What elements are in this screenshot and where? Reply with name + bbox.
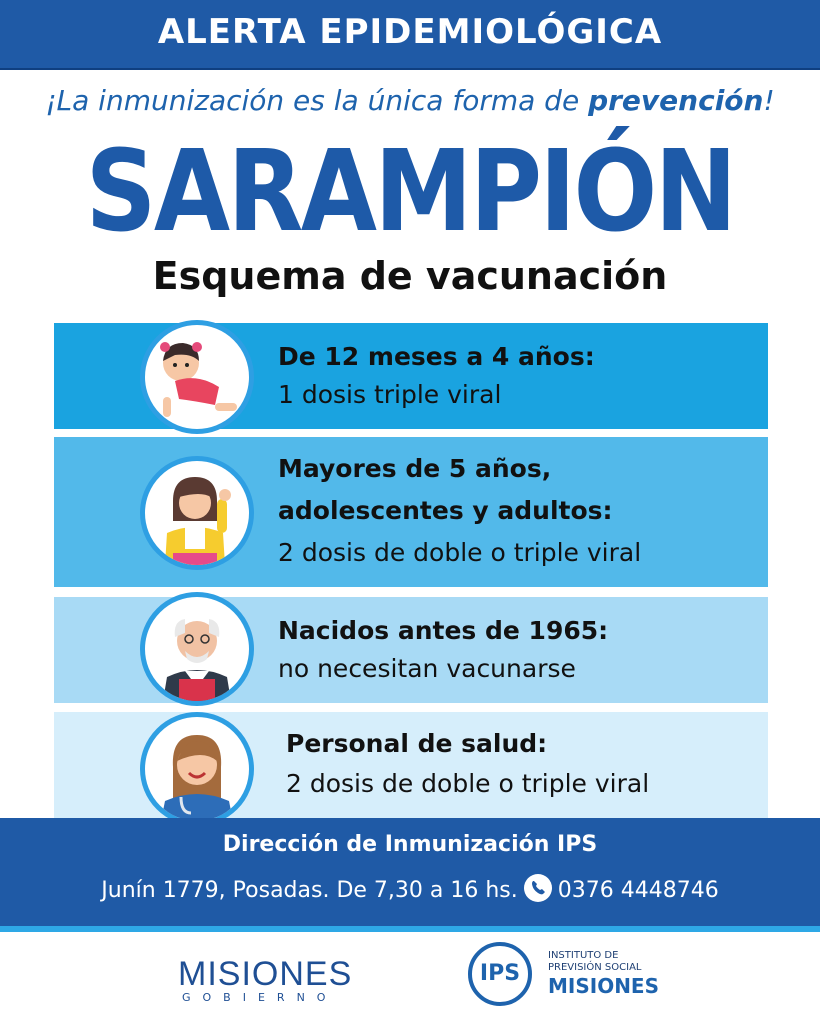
misiones-logo-sub: GOBIERNO bbox=[182, 991, 338, 1004]
header-title: ALERTA EPIDEMIOLÓGICA bbox=[157, 12, 663, 52]
footer-phone: 0376 4448746 bbox=[557, 878, 719, 903]
row-head: De 12 meses a 4 años: bbox=[278, 342, 595, 371]
misiones-logo-name: MISIONES bbox=[178, 955, 353, 993]
ips-logo-line1: INSTITUTO DE bbox=[548, 950, 619, 961]
ips-logo-line3: MISIONES bbox=[548, 974, 659, 998]
child-icon bbox=[140, 456, 254, 570]
row-head: Nacidos antes de 1965: bbox=[278, 616, 609, 645]
ips-logo bbox=[468, 940, 668, 1010]
row-body: 2 dosis de doble o triple viral bbox=[286, 769, 650, 798]
ips-logo-mark bbox=[468, 942, 532, 1006]
main-subtitle: Esquema de vacunación bbox=[152, 254, 668, 298]
row-body: no necesitan vacunarse bbox=[278, 654, 576, 683]
row-head-line1: Mayores de 5 años, bbox=[278, 454, 552, 483]
elderly-icon bbox=[140, 592, 254, 706]
tagline-end: ! bbox=[763, 84, 775, 117]
row-head-line2: adolescentes y adultos: bbox=[278, 496, 613, 525]
ips-logo-line2: PREVISIÓN SOCIAL bbox=[548, 962, 642, 973]
header-bar bbox=[0, 0, 820, 70]
main-title: SARAMPIÓN bbox=[85, 127, 735, 257]
health-worker-icon bbox=[140, 712, 254, 826]
footer-address: Junín 1779, Posadas. De 7,30 a 16 hs. bbox=[101, 878, 518, 903]
tagline-emphasis: prevención bbox=[588, 84, 764, 117]
ips-logo-mark-text: IPS bbox=[479, 961, 521, 986]
footer-stripe bbox=[0, 926, 820, 932]
baby-icon bbox=[140, 320, 254, 434]
ips-logo-text bbox=[548, 950, 641, 974]
phone-icon bbox=[524, 874, 552, 902]
tagline bbox=[0, 84, 820, 117]
row-body: 2 dosis de doble o triple viral bbox=[278, 538, 642, 567]
footer-contact bbox=[0, 874, 820, 903]
misiones-logo bbox=[178, 955, 378, 1005]
footer-title: Dirección de Inmunización IPS bbox=[222, 832, 598, 857]
row-head: Personal de salud: bbox=[286, 729, 548, 758]
footer-bar bbox=[0, 818, 820, 926]
row-body: 1 dosis triple viral bbox=[278, 380, 502, 409]
tagline-text: ¡La inmunización es la única forma de bbox=[45, 84, 589, 117]
